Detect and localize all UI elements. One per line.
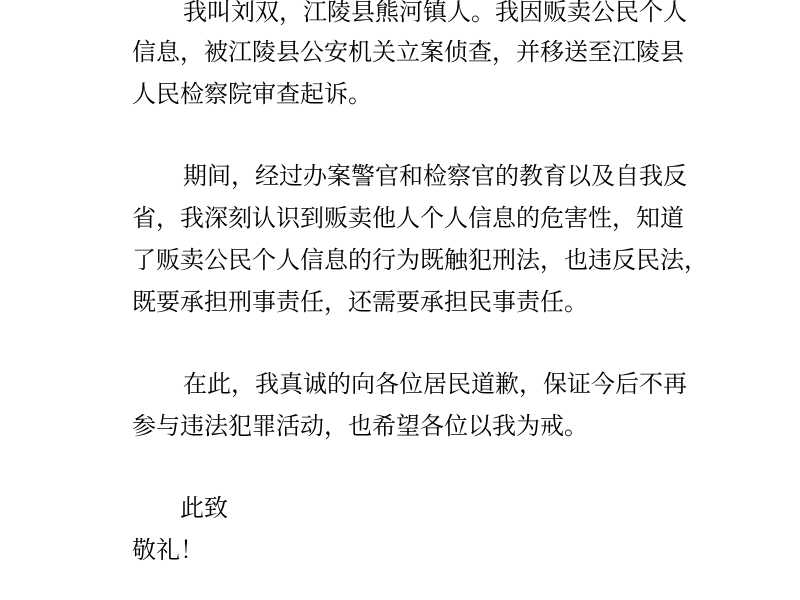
paragraph-1-line-1: 我叫刘双，江陵县熊河镇人。我因贩卖公民个人: [183, 0, 687, 26]
closing-salutation: 此致: [180, 494, 228, 522]
paragraph-3-line-1: 在此，我真诚的向各位居民道歉，保证今后不再: [183, 370, 687, 398]
paragraph-1-line-2: 信 息 ， 被 江 陵 县 公 安 机 关 立 案 侦 查 ， 并 移 送 至 江 陵 县: [132, 38, 684, 66]
closing-regards: 敬礼！: [132, 536, 204, 564]
paragraph-1-line-3: 人民检察院审查起诉。: [132, 80, 372, 108]
paragraph-2-line-1: 期间，经过办案警官和检察官的教育以及自我反: [183, 162, 687, 190]
paragraph-2-line-2: 省 ， 我 深 刻 认 识 到 贩 卖 他 人 个 人 信 息 的 危 害 性 ， 知 道: [132, 204, 684, 232]
paragraph-2-line-3: 了 贩 卖 公 民 个 人 信 息 的 行 为 既 触 犯 刑 法 ， 也 违 反 民 法 ，: [132, 246, 708, 274]
paragraph-3-line-2: 参与违法犯罪活动，也希望各位以我为戒。: [132, 412, 588, 440]
paragraph-2-line-4: 既要承担刑事责任，还需要承担民事责任。: [132, 288, 588, 316]
